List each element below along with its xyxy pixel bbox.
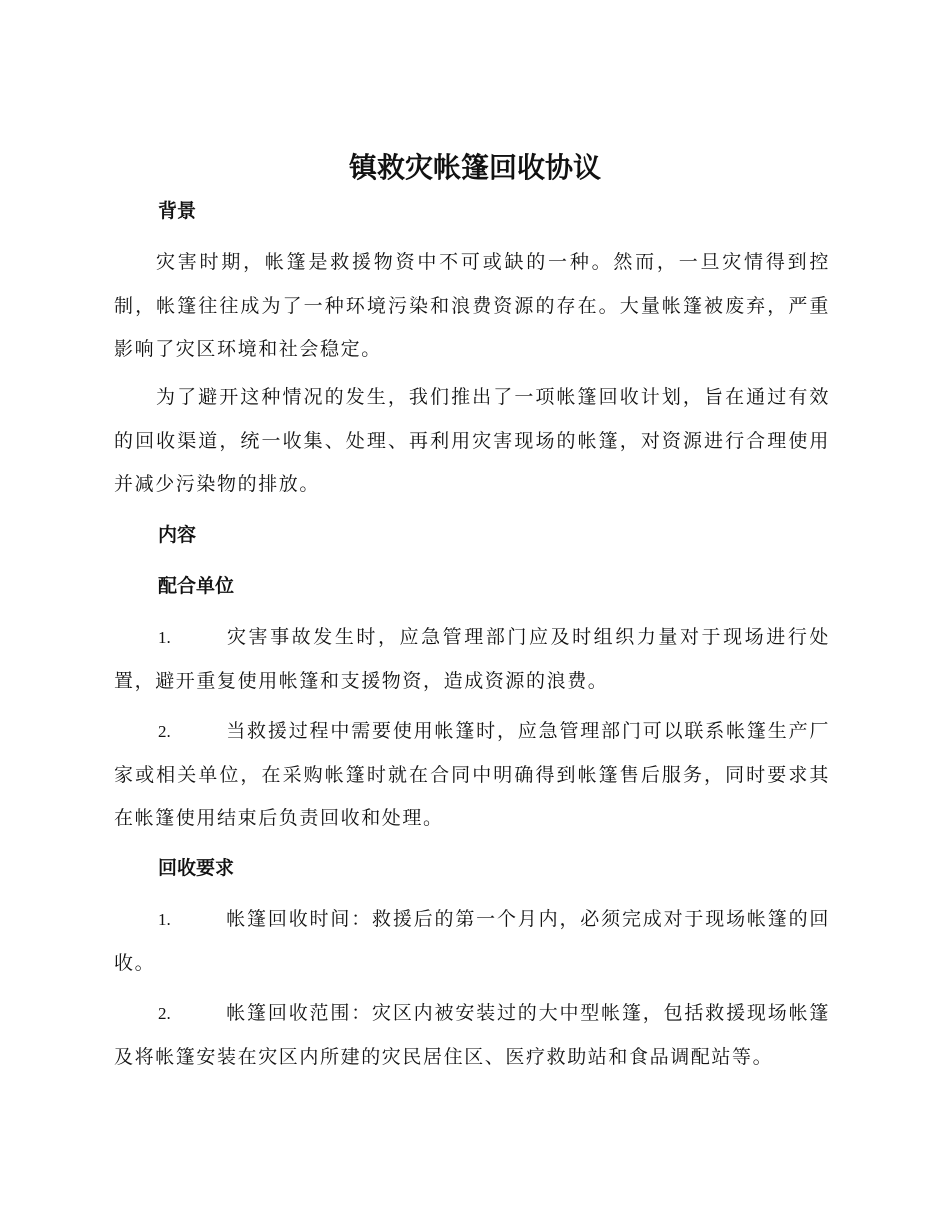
list-item-text: 帐篷回收时间：救援后的第一个月内，必须完成对于现场帐篷的回收。 — [114, 908, 830, 974]
list-number: 1. — [158, 628, 171, 647]
background-paragraph-2: 为了避开这种情况的发生，我们推出了一项帐篷回收计划，旨在通过有效的回收渠道，统一收集、处理、再利用灾害现场的帐篷，对资源进行合理使用并减少污染物的排放。 — [114, 386, 830, 495]
list-item-text: 灾害事故发生时，应急管理部门应及时组织力量对于现场进行处置，避开重复使用帐篷和支援物资，造成资源的浪费。 — [114, 626, 830, 692]
list-number: 1. — [158, 910, 171, 929]
requirements-item-2 — [114, 992, 830, 1079]
list-item-text: 当救援过程中需要使用帐篷时，应急管理部门可以联系帐篷生产厂家或相关单位，在采购帐篷时就在合同中明确得到帐篷售后服务，同时要求其在帐篷使用结束后负责回收和处理。 — [114, 720, 830, 829]
section-heading-content: 内容 — [158, 524, 197, 546]
requirements-item-1 — [114, 898, 830, 985]
list-item-text: 帐篷回收范围：灾区内被安装过的大中型帐篷，包括救援现场帐篷及将帐篷安装在灾区内所建的灾民居住区、医疗救助站和食品调配站等。 — [114, 1002, 830, 1068]
cooperation-item-2 — [114, 710, 830, 841]
section-heading-requirements: 回收要求 — [158, 857, 235, 879]
background-paragraph-1: 灾害时期，帐篷是救援物资中不可或缺的一种。然而，一旦灾情得到控制，帐篷往往成为了一种环境污染和浪费资源的存在。大量帐篷被废弃，严重影响了灾区环境和社会稳定。 — [114, 251, 830, 360]
cooperation-item-1 — [114, 616, 830, 703]
section-heading-background: 背景 — [158, 200, 197, 222]
document-title: 镇救灾帐篷回收协议 — [348, 151, 601, 184]
list-number: 2. — [158, 722, 171, 741]
list-number: 2. — [158, 1004, 171, 1023]
section-heading-cooperation: 配合单位 — [158, 575, 235, 597]
